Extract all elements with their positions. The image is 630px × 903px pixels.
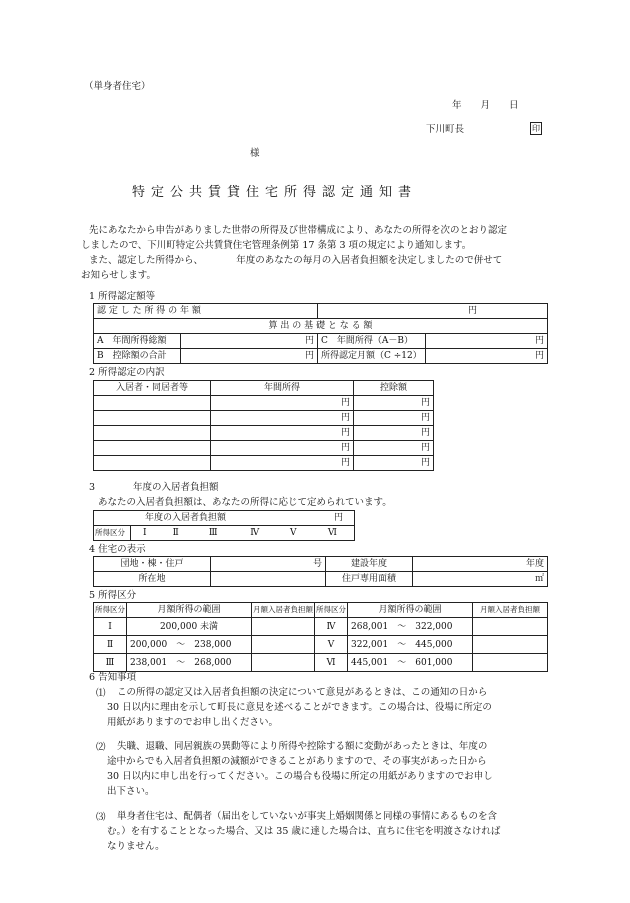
- notice-item-2-line-2: 途中からでも入居者負担額の減額ができることがありますので、その事実があった日から: [107, 756, 487, 767]
- c-yen: 円: [425, 334, 547, 349]
- income-class-table: [93, 602, 548, 672]
- header-resident: 入居者・同居者等: [94, 381, 211, 396]
- income-amount-table: [93, 303, 548, 364]
- notice-item-2-line-3: 30 日以内に申し出を行ってください。この場合も役場に所定の用紙がありますのでお申し: [107, 771, 493, 782]
- table-row: 円 円: [94, 456, 434, 471]
- section2-heading: 2 所得認定の内訳: [89, 367, 165, 378]
- burden-yen: 円: [333, 513, 343, 523]
- intro-line-3: また、認定した所得から、 年度のあなたの毎月の入居者負担額を決定しましたので併せて: [89, 255, 503, 266]
- section6-heading: 6 告知事項: [89, 672, 137, 683]
- notice-item-1-line-2: 30 日以内に理由を示して町長に意見を述べることができます。この場合は、役場に所定の: [107, 702, 492, 713]
- class-4: Ⅳ: [234, 526, 276, 541]
- year-suffix: 年度: [413, 557, 548, 572]
- class-1: Ⅰ: [131, 526, 159, 541]
- housing-category: （単身者住宅）: [84, 81, 151, 92]
- notice-item-3-line-3: なりません。: [107, 841, 165, 852]
- notice-item-1-number: ⑴: [96, 688, 106, 699]
- a-yen: 円: [181, 334, 318, 349]
- seal-mark: 印: [532, 124, 540, 133]
- c-label: C 年間所得（A－B）: [318, 334, 426, 349]
- date-line: 年 月 日: [452, 100, 519, 111]
- complex-label: 団地・棟・住戸: [94, 557, 211, 572]
- table-row: 円 円: [94, 411, 434, 426]
- area-unit: ㎡: [413, 572, 548, 587]
- intro-line-2: しましたので、下川町特定公共賃貸住宅管理条例第 17 条第 3 項の規定により通知します。: [81, 240, 472, 251]
- notice-item-2-line-1: 失職、退職、同居親族の異動等により所得や控除する額に変動があったときは、年度の: [117, 741, 488, 752]
- notice-item-3-number: ⑶: [96, 812, 106, 823]
- table-row: Ⅲ 238,001 ～ 268,000 Ⅵ 445,001 ～ 601,000: [94, 654, 548, 672]
- table-row: 円 円: [94, 396, 434, 411]
- burden-amount-row: [94, 511, 355, 526]
- notice-item-2-line-4: 出下さい。: [107, 786, 155, 797]
- header-class-right: 所得区分: [315, 603, 348, 618]
- location-value: [211, 572, 326, 587]
- notice-item-1-line-3: 用紙がありますのでお申し出ください。: [107, 717, 279, 728]
- table-row: 円 円: [94, 441, 434, 456]
- certified-income-label: 認 定 し た 所 得 の 年 額: [94, 304, 318, 319]
- header-burden-left: 月額入居者負担額: [252, 603, 315, 618]
- d-label: 所得認定月額（C ÷12）: [318, 349, 426, 364]
- housing-table: [93, 556, 548, 587]
- notice-item-3-line-1: 単身者住宅は、配偶者（届出をしていないが事実上婚姻関係と同様の事情にあるものを含: [117, 811, 498, 822]
- class-2: Ⅱ: [159, 526, 193, 541]
- class-3: Ⅲ: [193, 526, 234, 541]
- certified-income-yen: 円: [318, 304, 548, 319]
- section3-note: あなたの入居者負担額は、あなたの所得に応じて定められています。: [98, 497, 392, 508]
- section5-heading: 5 所得区分: [89, 590, 137, 601]
- intro-line-1: 先にあなたから申告がありました世帯の所得及び世帯構成により、あなたの所得を次のとおり認定: [89, 225, 508, 236]
- basis-label: 算 出 の 基 礎 と な る 額: [94, 319, 548, 334]
- section1-heading: 1 所得認定額等: [89, 291, 156, 302]
- notice-item-1-line-1: この所得の認定又は入居者負担額の決定について意見があるときは、この通知の日から: [117, 687, 488, 698]
- burden-label: 年度の入居者負担額: [127, 513, 227, 523]
- document-title: 特定公共賃貸住宅所得認定通知書: [132, 185, 418, 200]
- b-label: B 控除額の合計: [94, 349, 181, 364]
- section4-heading: 4 住宅の表示: [89, 544, 146, 555]
- built-label: 建設年度: [326, 557, 413, 572]
- sender-name: 下川町長: [426, 124, 465, 135]
- class-label: 所得区分: [94, 526, 131, 541]
- income-breakdown-table: [93, 380, 434, 471]
- class-6: Ⅵ: [311, 526, 355, 541]
- header-burden-right: 月額入居者負担額: [473, 603, 548, 618]
- intro-line-4: お知らせします。: [81, 270, 156, 281]
- notice-item-2-number: ⑵: [96, 742, 106, 753]
- area-label: 住戸専用面積: [326, 572, 413, 587]
- header-range-right: 月額所得の範囲: [348, 603, 473, 618]
- header-range-left: 月額所得の範囲: [127, 603, 252, 618]
- class-5: Ⅴ: [276, 526, 311, 541]
- table-row: Ⅰ 200,000 未満 Ⅳ 268,001 ～ 322,000: [94, 618, 548, 636]
- header-annual-income: 年間所得: [211, 381, 354, 396]
- unit-suffix: 号: [211, 557, 326, 572]
- header-deduction: 控除額: [354, 381, 434, 396]
- table-row: Ⅱ 200,000 ～ 238,000 Ⅴ 322,001 ～ 445,000: [94, 636, 548, 654]
- a-label: A 年間所得総額: [94, 334, 181, 349]
- section3-heading: 3 年度の入居者負担額: [89, 482, 219, 493]
- notice-item-3-line-2: む。）を有することとなった場合、又は 35 歳に達した場合は、直ちに住宅を明渡さなければ: [107, 826, 501, 837]
- b-yen: 円: [181, 349, 318, 364]
- recipient-suffix: 様: [250, 148, 260, 159]
- d-yen: 円: [425, 349, 547, 364]
- tenant-burden-table: [93, 510, 355, 541]
- table-row: 円 円: [94, 426, 434, 441]
- location-label: 所在地: [94, 572, 211, 587]
- header-class-left: 所得区分: [94, 603, 127, 618]
